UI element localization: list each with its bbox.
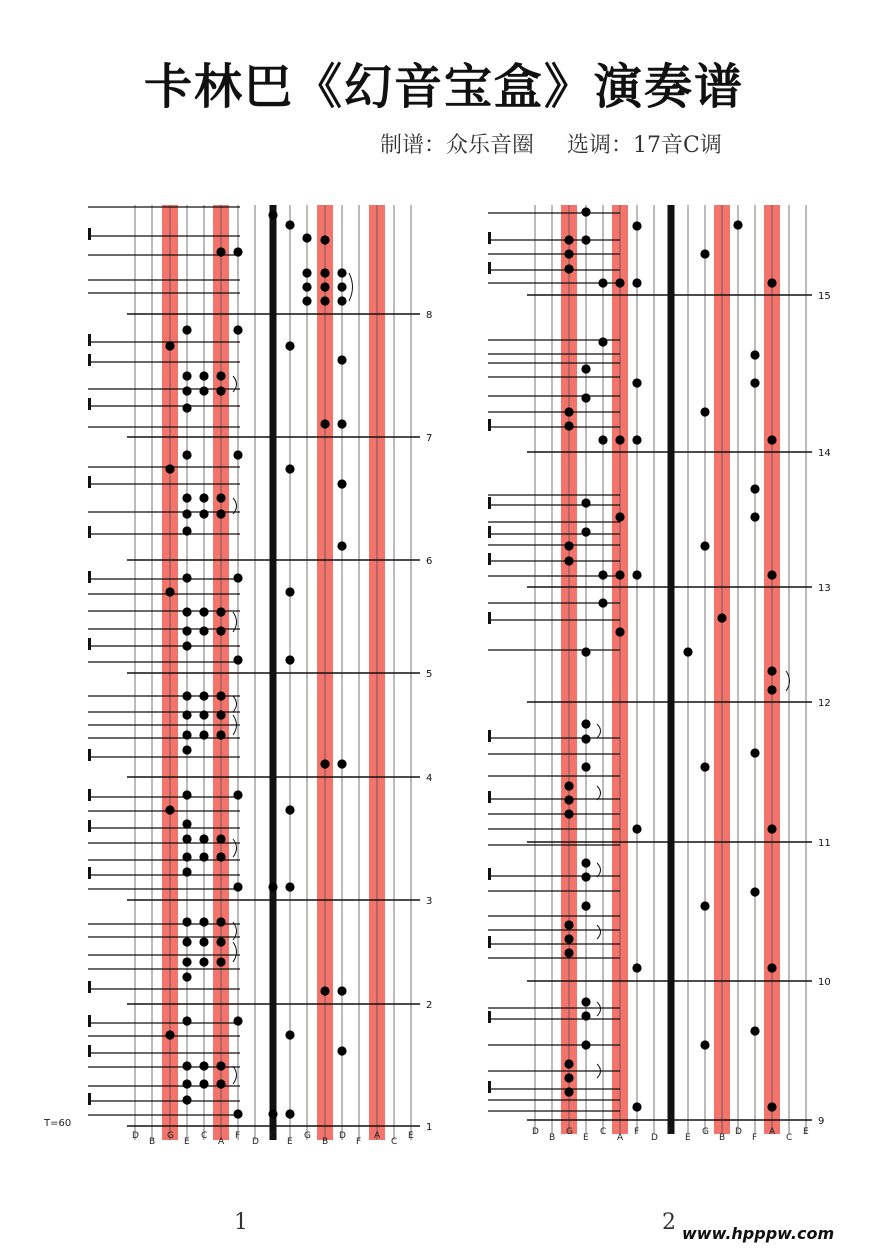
note-dot <box>182 691 191 700</box>
note-dot <box>285 341 294 350</box>
note-dot <box>632 824 641 833</box>
note-dot <box>564 920 573 929</box>
sys1-tine-label: C <box>201 1131 208 1141</box>
note-dot <box>564 1059 573 1068</box>
sys1-beam-mark <box>88 638 91 650</box>
note-dot <box>767 824 776 833</box>
note-dot <box>615 278 624 287</box>
note-dot <box>216 852 225 861</box>
note-dot <box>767 570 776 579</box>
note-dot <box>199 1061 208 1070</box>
note-dot <box>182 607 191 616</box>
note-dot <box>581 364 590 373</box>
note-dot <box>182 403 191 412</box>
note-dot <box>700 249 709 258</box>
sys1-beam-mark <box>88 1093 91 1105</box>
sys1-measure-number: 7 <box>426 433 433 444</box>
note-dot <box>320 759 329 768</box>
note-dot <box>581 1011 590 1020</box>
note-dot <box>320 282 329 291</box>
sys2-tine-label: E <box>803 1127 809 1137</box>
sys2-tine-label: C <box>600 1127 607 1137</box>
note-dot <box>199 509 208 518</box>
note-dot <box>581 393 590 402</box>
note-dot <box>564 541 573 550</box>
note-dot <box>337 268 346 277</box>
sys1-tine-label: G <box>304 1131 311 1141</box>
sys1-beam-mark <box>88 354 91 366</box>
note-dot <box>337 296 346 305</box>
note-dot <box>233 882 242 891</box>
sys2-beam-mark <box>488 262 491 274</box>
note-dot <box>199 626 208 635</box>
tempo-marking: T=60 <box>44 1118 72 1129</box>
note-dot <box>165 464 174 473</box>
note-dot <box>233 655 242 664</box>
sys1-tine-label: E <box>184 1137 190 1147</box>
note-dot <box>581 734 590 743</box>
note-dot <box>216 937 225 946</box>
page-number-2: 2 <box>662 1210 676 1235</box>
sys1-measure-number: 4 <box>426 773 433 784</box>
note-dot <box>182 450 191 459</box>
sys2-tine-label: F <box>752 1133 758 1143</box>
note-dot <box>182 641 191 650</box>
note-dot <box>216 917 225 926</box>
sys2-measure-number: 9 <box>818 1116 825 1127</box>
note-dot <box>199 386 208 395</box>
sys1-tine-label: A <box>218 1137 225 1147</box>
note-dot <box>182 386 191 395</box>
sys2-beam-mark <box>488 612 491 624</box>
note-dot <box>285 1030 294 1039</box>
note-dot <box>182 790 191 799</box>
sys2-center-column <box>668 205 675 1134</box>
sys1-measure-number: 2 <box>426 1000 433 1011</box>
note-dot <box>233 450 242 459</box>
note-dot <box>598 337 607 346</box>
note-dot <box>683 647 692 656</box>
note-dot <box>165 805 174 814</box>
sys1-beam-mark <box>88 820 91 832</box>
sys2-chord-bracket <box>597 925 601 939</box>
note-dot <box>564 948 573 957</box>
note-dot <box>199 607 208 616</box>
note-dot <box>216 730 225 739</box>
note-dot <box>564 1073 573 1082</box>
note-dot <box>320 268 329 277</box>
sys1-tine-label: F <box>356 1137 362 1147</box>
note-dot <box>182 852 191 861</box>
note-dot <box>598 598 607 607</box>
note-dot <box>320 296 329 305</box>
note-dot <box>581 235 590 244</box>
note-dot <box>233 1109 242 1118</box>
note-dot <box>717 613 726 622</box>
note-dot <box>216 247 225 256</box>
note-dot <box>182 1016 191 1025</box>
note-dot <box>268 210 277 219</box>
note-dot <box>199 917 208 926</box>
note-dot <box>199 710 208 719</box>
sys2-tine-label: G <box>702 1127 709 1137</box>
sys2-measure-number: 15 <box>818 291 831 302</box>
note-dot <box>337 759 346 768</box>
note-dot <box>337 479 346 488</box>
sys1-measure-number: 3 <box>426 896 433 907</box>
note-dot <box>216 493 225 502</box>
sys1-tine-label: D <box>252 1137 259 1147</box>
note-dot <box>564 421 573 430</box>
note-dot <box>199 957 208 966</box>
note-dot <box>750 350 759 359</box>
sys1-tine-label: B <box>322 1137 329 1147</box>
note-dot <box>564 235 573 244</box>
sys1-chord-bracket <box>233 696 237 712</box>
note-dot <box>182 573 191 582</box>
note-dot <box>581 647 590 656</box>
note-dot <box>581 719 590 728</box>
note-dot <box>733 220 742 229</box>
note-dot <box>564 1087 573 1096</box>
note-dot <box>216 1061 225 1070</box>
note-dot <box>700 762 709 771</box>
note-dot <box>767 963 776 972</box>
sys1-beam-mark <box>88 526 91 538</box>
sys1-beam-mark <box>88 571 91 583</box>
note-dot <box>302 282 311 291</box>
note-dot <box>216 691 225 700</box>
note-dot <box>581 498 590 507</box>
note-dot <box>632 278 641 287</box>
note-dot <box>581 997 590 1006</box>
sys1-measure-number: 5 <box>426 669 433 680</box>
sys2-beam-mark <box>488 419 491 431</box>
note-dot <box>767 685 776 694</box>
sys1-beam-mark <box>88 749 91 761</box>
note-dot <box>182 834 191 843</box>
note-dot <box>199 493 208 502</box>
sys1-measure-number: 6 <box>426 556 433 567</box>
note-dot <box>285 587 294 596</box>
note-dot <box>615 570 624 579</box>
note-dot <box>767 435 776 444</box>
note-dot <box>268 1109 277 1118</box>
note-dot <box>615 512 624 521</box>
note-dot <box>750 484 759 493</box>
sys1-tine-label: B <box>149 1137 156 1147</box>
note-dot <box>767 1102 776 1111</box>
note-dot <box>581 901 590 910</box>
note-dot <box>750 512 759 521</box>
note-dot <box>285 220 294 229</box>
note-dot <box>199 937 208 946</box>
note-dot <box>598 435 607 444</box>
note-dot <box>182 526 191 535</box>
sys1-measure-number: 8 <box>426 310 433 321</box>
note-dot <box>199 371 208 380</box>
note-dot <box>285 655 294 664</box>
note-dot <box>165 587 174 596</box>
sys1-measure-number: 1 <box>426 1122 433 1133</box>
note-dot <box>320 235 329 244</box>
note-dot <box>564 556 573 565</box>
sys2-beam-mark <box>488 868 491 880</box>
sys2-beam-mark <box>488 1011 491 1023</box>
sys1-beam-mark <box>88 867 91 879</box>
sys1-beam-mark <box>88 228 91 240</box>
sys2-beam-mark <box>488 936 491 948</box>
sys2-chord-bracket <box>597 786 601 800</box>
note-dot <box>182 1079 191 1088</box>
note-dot <box>233 790 242 799</box>
note-dot <box>564 934 573 943</box>
note-dot <box>182 745 191 754</box>
note-dot <box>598 570 607 579</box>
note-dot <box>337 419 346 428</box>
sys2-tine-label: D <box>532 1127 539 1137</box>
note-dot <box>182 710 191 719</box>
watermark: www.hpppw.com <box>682 1224 835 1243</box>
note-dot <box>216 386 225 395</box>
sys1-tine-label: E <box>287 1137 293 1147</box>
note-dot <box>302 296 311 305</box>
note-dot <box>564 249 573 258</box>
note-dot <box>750 887 759 896</box>
note-dot <box>285 882 294 891</box>
sys1-chord-bracket <box>233 942 237 962</box>
sys2-chord-bracket <box>597 863 601 877</box>
sys2-beam-mark <box>488 730 491 742</box>
sys1-beam-mark <box>88 789 91 801</box>
note-dot <box>615 627 624 636</box>
sys2-beam-mark <box>488 1081 491 1093</box>
note-dot <box>233 573 242 582</box>
note-dot <box>337 355 346 364</box>
note-dot <box>182 730 191 739</box>
note-dot <box>581 1040 590 1049</box>
sys2-tine-label: F <box>634 1127 640 1137</box>
note-dot <box>268 882 277 891</box>
sys2-beam-mark <box>488 526 491 538</box>
sys2-tine-label: B <box>549 1133 556 1143</box>
sys1-beam-mark <box>88 476 91 488</box>
note-dot <box>233 325 242 334</box>
sys2-measure-number: 10 <box>818 977 831 988</box>
sys1-beam-mark <box>88 334 91 346</box>
note-dot <box>182 371 191 380</box>
note-dot <box>233 1016 242 1025</box>
sys2-tine-label: D <box>651 1133 658 1143</box>
note-dot <box>182 325 191 334</box>
sys2-beam-mark <box>488 497 491 509</box>
sys1-chord-bracket <box>233 839 237 857</box>
sys1-chord-bracket <box>233 1066 237 1084</box>
sys1-beam-mark <box>88 1045 91 1057</box>
note-dot <box>285 1109 294 1118</box>
sys1-tine-label: F <box>235 1131 241 1141</box>
note-dot <box>564 264 573 273</box>
sys2-tine-label: D <box>735 1127 742 1137</box>
sys2-beam-mark <box>488 791 491 803</box>
note-dot <box>216 626 225 635</box>
note-dot <box>320 419 329 428</box>
note-dot <box>750 1026 759 1035</box>
note-dot <box>285 464 294 473</box>
note-dot <box>216 710 225 719</box>
note-dot <box>581 527 590 536</box>
note-dot <box>182 937 191 946</box>
note-dot <box>182 957 191 966</box>
note-dot <box>337 282 346 291</box>
sys2-measure-number: 13 <box>818 583 831 594</box>
sys1-chord-bracket <box>349 273 353 301</box>
sys2-tine-label: G <box>566 1127 573 1137</box>
note-dot <box>302 268 311 277</box>
note-dot <box>199 730 208 739</box>
note-dot <box>199 852 208 861</box>
note-dot <box>182 917 191 926</box>
sys1-tine-label: G <box>167 1131 174 1141</box>
note-dot <box>750 378 759 387</box>
note-dot <box>182 819 191 828</box>
note-dot <box>700 1040 709 1049</box>
note-dot <box>216 1079 225 1088</box>
note-dot <box>216 957 225 966</box>
note-dot <box>564 781 573 790</box>
sys2-chord-bracket <box>597 1002 601 1016</box>
note-dot <box>767 666 776 675</box>
score-title: 卡林巴《幻音宝盒》演奏谱 <box>143 59 744 115</box>
note-dot <box>165 1030 174 1039</box>
sys1-tine-label: D <box>132 1131 139 1141</box>
note-dot <box>632 1102 641 1111</box>
sys2-measure-number: 12 <box>818 698 831 709</box>
note-dot <box>199 834 208 843</box>
note-dot <box>182 493 191 502</box>
note-dot <box>285 805 294 814</box>
note-dot <box>700 901 709 910</box>
note-dot <box>767 278 776 287</box>
note-dot <box>581 207 590 216</box>
note-dot <box>216 834 225 843</box>
note-dot <box>564 795 573 804</box>
note-dot <box>598 278 607 287</box>
sys2-tine-label: C <box>786 1133 793 1143</box>
note-dot <box>233 247 242 256</box>
note-dot <box>182 509 191 518</box>
sys1-beam-mark <box>88 1015 91 1027</box>
note-dot <box>632 570 641 579</box>
note-dot <box>216 509 225 518</box>
note-dot <box>632 221 641 230</box>
sys2-tine-label: A <box>617 1133 624 1143</box>
note-dot <box>216 607 225 616</box>
note-dot <box>564 809 573 818</box>
note-dot <box>581 762 590 771</box>
sys2-beam-mark <box>488 232 491 244</box>
sys2-tine-label: C <box>668 1127 675 1137</box>
note-dot <box>700 407 709 416</box>
sys1-tine-label: C <box>270 1131 277 1141</box>
note-dot <box>182 972 191 981</box>
sys2-tine-label: E <box>583 1133 589 1143</box>
sys1-tine-label: D <box>339 1131 346 1141</box>
note-dot <box>581 858 590 867</box>
note-dot <box>182 626 191 635</box>
note-dot <box>615 435 624 444</box>
note-dot <box>182 1095 191 1104</box>
sys1-beam-mark <box>88 981 91 993</box>
note-dot <box>182 867 191 876</box>
note-dot <box>750 748 759 757</box>
sys2-tine-label: E <box>685 1133 691 1143</box>
sys1-tine-label: A <box>374 1131 381 1141</box>
sys2-tine-label: A <box>769 1127 776 1137</box>
note-dot <box>199 691 208 700</box>
sys2-measure-number: 14 <box>818 448 831 459</box>
note-dot <box>632 378 641 387</box>
note-dot <box>165 341 174 350</box>
sys1-tine-label: E <box>408 1131 414 1141</box>
sys1-tine-label: C <box>391 1137 398 1147</box>
note-dot <box>320 986 329 995</box>
sys2-tine-label: B <box>719 1133 726 1143</box>
sys1-beam-mark <box>88 398 91 410</box>
sys2-beam-mark <box>488 553 491 565</box>
note-dot <box>216 371 225 380</box>
note-dot <box>632 963 641 972</box>
note-dot <box>564 407 573 416</box>
note-dot <box>337 986 346 995</box>
note-dot <box>700 541 709 550</box>
note-dot <box>302 233 311 242</box>
sys2-measure-number: 11 <box>818 838 831 849</box>
note-dot <box>199 1079 208 1088</box>
sys2-chord-bracket <box>597 724 601 738</box>
note-dot <box>581 872 590 881</box>
note-dot <box>632 435 641 444</box>
note-dot <box>337 541 346 550</box>
note-dot <box>337 1046 346 1055</box>
key-credit: 选调：17音C调 <box>567 133 722 158</box>
note-dot <box>182 1061 191 1070</box>
arranger-credit: 制谱：众乐音圈 <box>380 133 535 158</box>
page-number-1: 1 <box>234 1210 248 1235</box>
